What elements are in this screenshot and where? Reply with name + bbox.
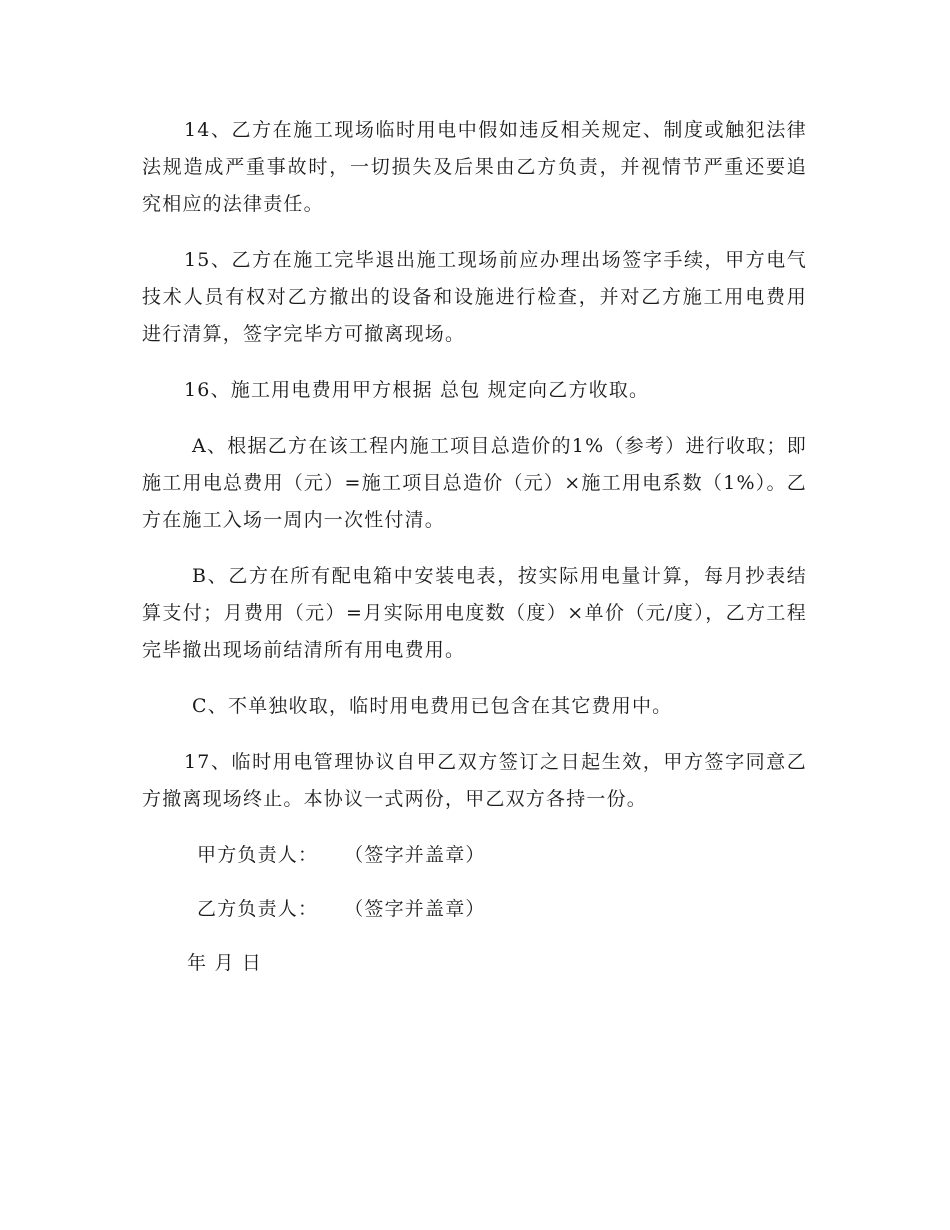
party-a-signature-line	[142, 837, 807, 874]
date-line: 年 月 日	[187, 952, 263, 974]
party-a-signature-note: （签字并盖章）	[344, 844, 486, 866]
party-b-label: 乙方负责人：	[197, 898, 319, 920]
clause-15-paragraph: 15、乙方在施工完毕退出施工现场前应办理出场签字手续，甲方电气技术人员有权对乙方撤出的设备和设施进行检查，并对乙方施工用电费用进行清算，签字完毕方可撤离现场。	[142, 249, 807, 345]
clause-16-option-b: B、乙方在所有配电箱中安装电表，按实际用电量计算，每月抄表结算支付；月费用（元）=月实际用电度数（度）×单价（元/度），乙方工程完毕撤出现场前结清所有用电费用。	[142, 565, 807, 661]
clause-16-option-a: A、根据乙方在该工程内施工项目总造价的1%（参考）进行收取；即施工用电总费用（元）=施工项目总造价（元）×施工用电系数（1%）。乙方在施工入场一周内一次性付清。	[142, 435, 807, 531]
clause-14-paragraph: 14、乙方在施工现场临时用电中假如违反相关规定、制度或触犯法律法规造成严重事故时，一切损失及后果由乙方负责，并视情节严重还要追究相应的法律责任。	[142, 119, 807, 215]
document-body	[142, 112, 807, 982]
party-b-signature-line	[142, 891, 807, 928]
party-b-signature-note: （签字并盖章）	[344, 898, 486, 920]
clause-17-paragraph: 17、临时用电管理协议自甲乙双方签订之日起生效，甲方签字同意乙方撤离现场终止。本协议一式两份，甲乙双方各持一份。	[142, 751, 807, 810]
party-a-label: 甲方负责人：	[197, 844, 319, 866]
clause-16-option-c: C、不单独收取，临时用电费用已包含在其它费用中。	[192, 695, 673, 717]
clause-16-paragraph: 16、施工用电费用甲方根据 总包 规定向乙方收取。	[184, 379, 650, 401]
